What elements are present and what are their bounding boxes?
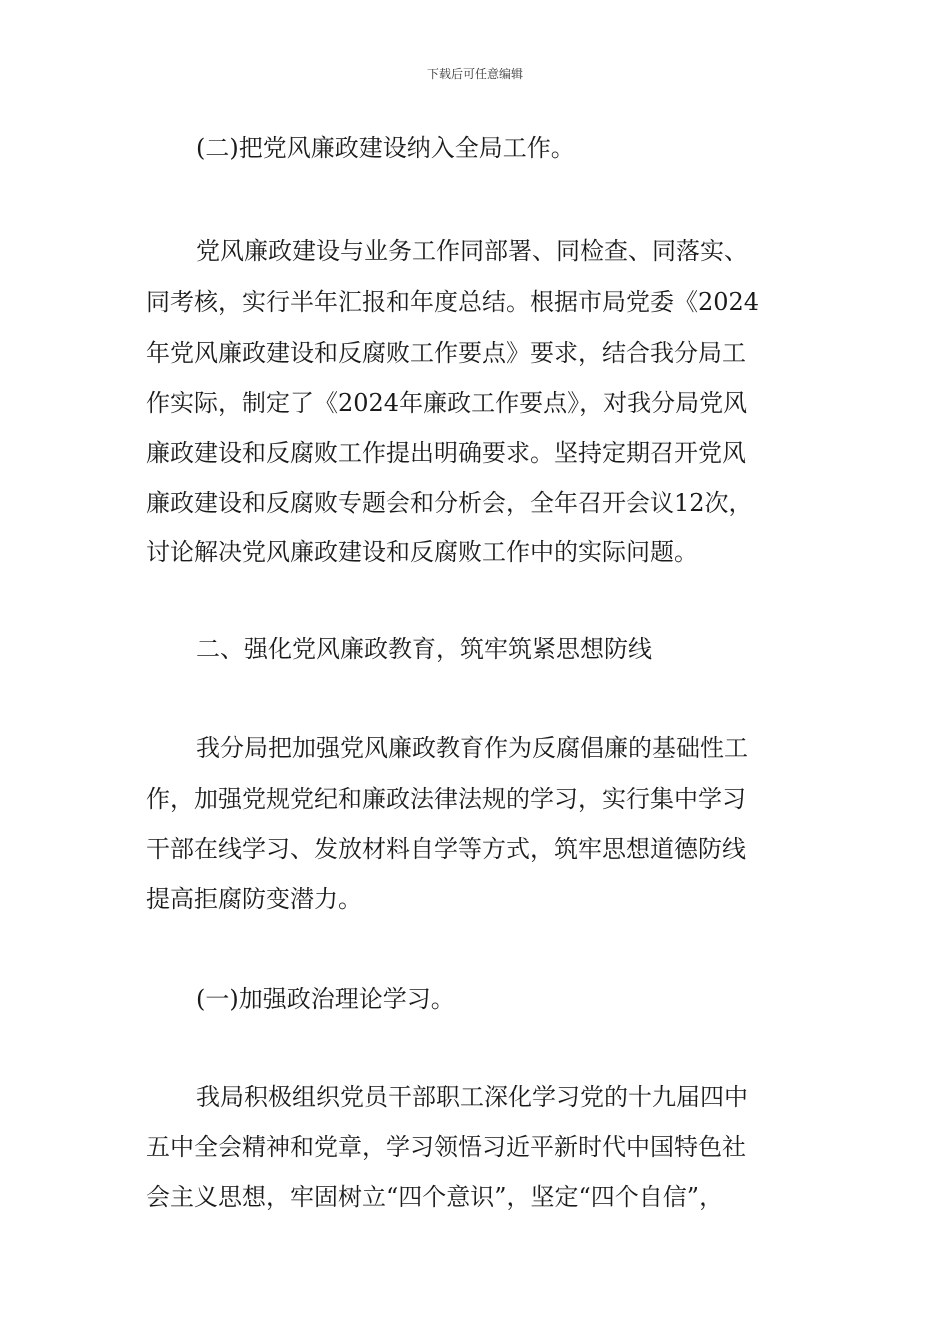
paragraph-line: 同考核，实行半年汇报和年度总结。根据市局党委《2024 xyxy=(146,288,760,316)
paragraph-line: 作，加强党规党纪和廉政法律法规的学习，实行集中学习 xyxy=(146,785,746,813)
paragraph-line: 会主义思想，牢固树立“四个意识”，坚定“四个自信”， xyxy=(146,1183,724,1211)
heading-sub-one: (一)加强政治理论学习。 xyxy=(196,985,455,1013)
paragraph-line: 廉政建设和反腐败专题会和分析会，全年召开会议12次， xyxy=(146,489,753,517)
section-heading-two: 二、强化党风廉政教育，筑牢筑紧思想防线 xyxy=(196,635,652,663)
page-header: 下载后可任意编辑 xyxy=(426,67,523,81)
paragraph-line: 讨论解决党风廉政建设和反腐败工作中的实际问题。 xyxy=(146,538,698,566)
paragraph-line: 提高拒腐防变潜力。 xyxy=(146,885,362,913)
paragraph-line: 党风廉政建设与业务工作同部署、同检查、同落实、 xyxy=(196,237,748,265)
paragraph-line: 作实际，制定了《2024年廉政工作要点》，对我分局党风 xyxy=(146,389,748,417)
paragraph-line: 我局积极组织党员干部职工深化学习党的十九届四中 xyxy=(196,1083,748,1111)
paragraph-line: 五中全会精神和党章，学习领悟习近平新时代中国特色社 xyxy=(146,1133,746,1161)
paragraph-line: 年党风廉政建设和反腐败工作要点》要求，结合我分局工 xyxy=(146,339,746,367)
paragraph-line: 干部在线学习、发放材料自学等方式，筑牢思想道德防线 xyxy=(146,835,746,863)
paragraph-line: 我分局把加强党风廉政教育作为反腐倡廉的基础性工 xyxy=(196,734,748,762)
paragraph-line: 廉政建设和反腐败工作提出明确要求。坚持定期召开党风 xyxy=(146,439,746,467)
heading-sub-two: (二)把党风廉政建设纳入全局工作。 xyxy=(196,134,575,162)
